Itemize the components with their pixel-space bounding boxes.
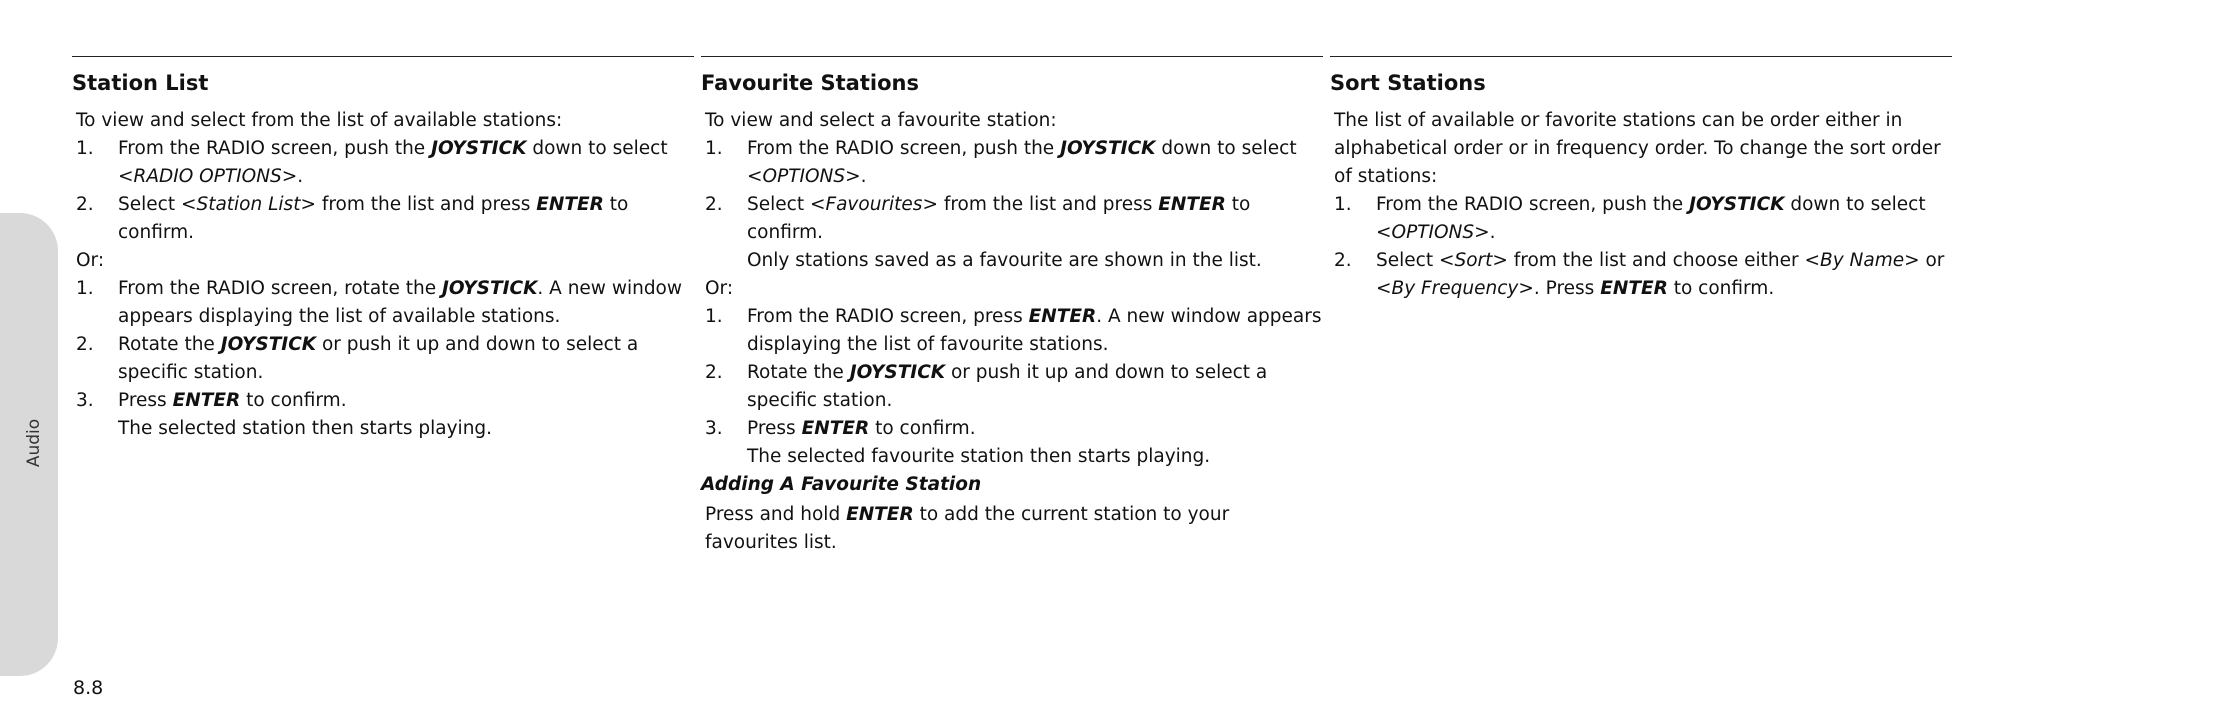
step-note: The selected station then starts playing.	[118, 418, 493, 439]
side-tab-label: Audio	[24, 418, 44, 468]
list-item: 1. From the RADIO screen, push the JOYSTICK down to select <RADIO OPTIONS>.	[76, 138, 668, 187]
list-item: 3. Press ENTER to confirm.	[76, 390, 347, 411]
list-item: 1. From the RADIO screen, press ENTER. A new window appears displaying the list of favourite stations.	[705, 306, 1322, 355]
intro-text: The list of available or favorite stations can be order either in alphabetical order or in frequency order. To change the sort order of stations:	[1334, 110, 1941, 187]
sub-heading: Adding A Favourite Station	[701, 474, 982, 495]
list-item: 1. From the RADIO screen, rotate the JOYSTICK. A new window appears displaying the list of available stations.	[76, 278, 683, 327]
favourite-stations-section	[701, 56, 1323, 557]
section-heading: Favourite Stations	[701, 71, 919, 95]
step-note: Only stations saved as a favourite are shown in the list.	[747, 250, 1262, 271]
station-list-section	[72, 56, 694, 443]
list-item: 2. Rotate the JOYSTICK or push it up and down to select a specific station.	[705, 362, 1268, 411]
list-item: 2. Rotate the JOYSTICK or push it up and down to select a specific station.	[76, 334, 639, 383]
section-heading: Sort Stations	[1330, 71, 1486, 95]
list-item: 2. Select <Station List> from the list and press ENTER to confirm.	[76, 194, 629, 243]
sort-stations-section	[1330, 56, 1952, 303]
section-heading: Station List	[72, 71, 209, 95]
intro-text: To view and select a favourite station:	[705, 110, 1057, 131]
list-item: 2. Select <Favourites> from the list and press ENTER to confirm.	[705, 194, 1251, 243]
step-note: The selected favourite station then starts playing.	[747, 446, 1211, 467]
list-item: 1. From the RADIO screen, push the JOYSTICK down to select <OPTIONS>.	[705, 138, 1297, 187]
or-label: Or:	[705, 278, 734, 299]
intro-text: To view and select from the list of available stations:	[76, 110, 563, 131]
sub-text: Press and hold ENTER to add the current station to your favourites list.	[705, 504, 1230, 553]
page-number: 8.8	[73, 677, 104, 699]
or-label: Or:	[76, 250, 105, 271]
list-item: 2. Select <Sort> from the list and choose either <By Name> or <By Frequency>. Press ENTER to confirm.	[1334, 250, 1945, 299]
list-item: 3. Press ENTER to confirm.	[705, 418, 976, 439]
list-item: 1. From the RADIO screen, push the JOYSTICK down to select <OPTIONS>.	[1334, 194, 1926, 243]
